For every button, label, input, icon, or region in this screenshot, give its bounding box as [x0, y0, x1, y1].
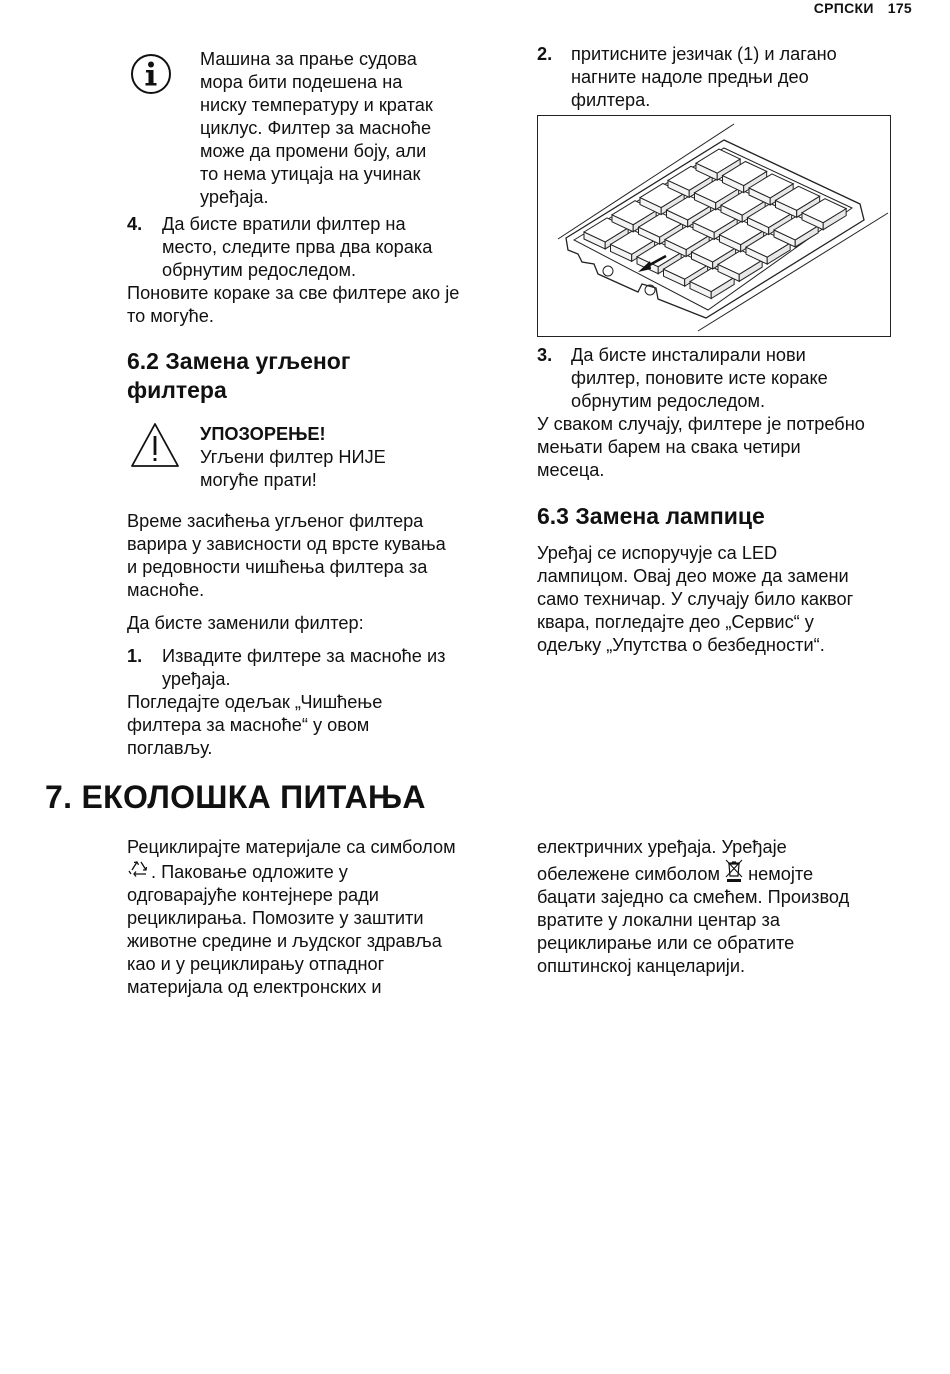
info-icon: [130, 53, 172, 95]
eco-right-text: електричних уређаја. Уређаје обележене симболом немојте бацати заједно са смећем. Производ вратите у локални центар за рециклирање или се обратите општинској канцеларији.: [537, 837, 850, 976]
page-number: 175: [887, 0, 912, 16]
step-2-text: притисните језичак (1) и лагано нагните надоле предњи део филтера.: [571, 44, 837, 110]
every-case-text: У сваком случају, филтере је потребно мењати барем на свака четири месеца.: [537, 414, 865, 480]
language-label: СРПСКИ: [813, 0, 874, 16]
eco-left-text: Рециклирајте материјале са симболом . Паковање одложите у одговарајуће контејнере ради рециклирања. Помозите у заштити животне средине и људског здравља као и у рециклирању отпадног материјала од електронских и: [127, 837, 456, 997]
info-note: Машина за прање судова мора бити подешена на ниску температуру и кратак циклус. Филтер за масноће може да промени боју, али то нема утицаја на учинак уређаја.: [200, 49, 433, 207]
section-6-2-title: 6.2 Замена угљеног филтера: [127, 348, 351, 403]
step-4-text: Да бисте вратили филтер на место, следите прва два корака обрнутим редоследом.: [162, 214, 433, 280]
see-section-text: Погледајте одељак „Чишћење филтера за масноће“ у овом поглављу.: [127, 692, 383, 758]
lamp-text: Уређај се испоручује са LED лампицом. Овај део може да замени само техничар. У случају било каквог квара, погледајте део „Сервис“ у одељку „Упутства о безбедности“.: [537, 543, 854, 655]
saturation-text: Време засићења угљеног филтера варира у зависности од врсте кувања и редовности чишћења филтера за масноће.: [127, 511, 446, 600]
step-1-number: 1.: [127, 646, 143, 666]
step-3-text: Да бисте инсталирали нови филтер, поновите исте кораке обрнутим редоследом.: [571, 345, 828, 411]
page-header: [814, 0, 912, 16]
replace-intro: Да бисте заменили филтер:: [127, 613, 364, 633]
step-4-number: 4.: [127, 214, 143, 234]
warning-block: УПОЗОРЕЊЕ! Угљени филтер НИЈЕ могуће прати!: [200, 424, 386, 490]
step-1-text: Извадите филтере за масноће из уређаја.: [162, 646, 446, 689]
warning-triangle-icon: [129, 421, 181, 469]
warning-title: УПОЗОРЕЊЕ!: [200, 424, 326, 444]
recycle-icon: [127, 859, 151, 881]
crossed-bin-icon: [725, 859, 743, 883]
filter-illustration: [537, 115, 891, 337]
section-7-title: 7. ЕКОЛОШКА ПИТАЊА: [45, 779, 426, 815]
section-6-3-title: 6.3 Замена лампице: [537, 503, 765, 529]
step-2-number: 2.: [537, 44, 553, 64]
step-3-number: 3.: [537, 345, 553, 365]
repeat-text: Поновите кораке за све филтере ако је то могуће.: [127, 283, 460, 326]
